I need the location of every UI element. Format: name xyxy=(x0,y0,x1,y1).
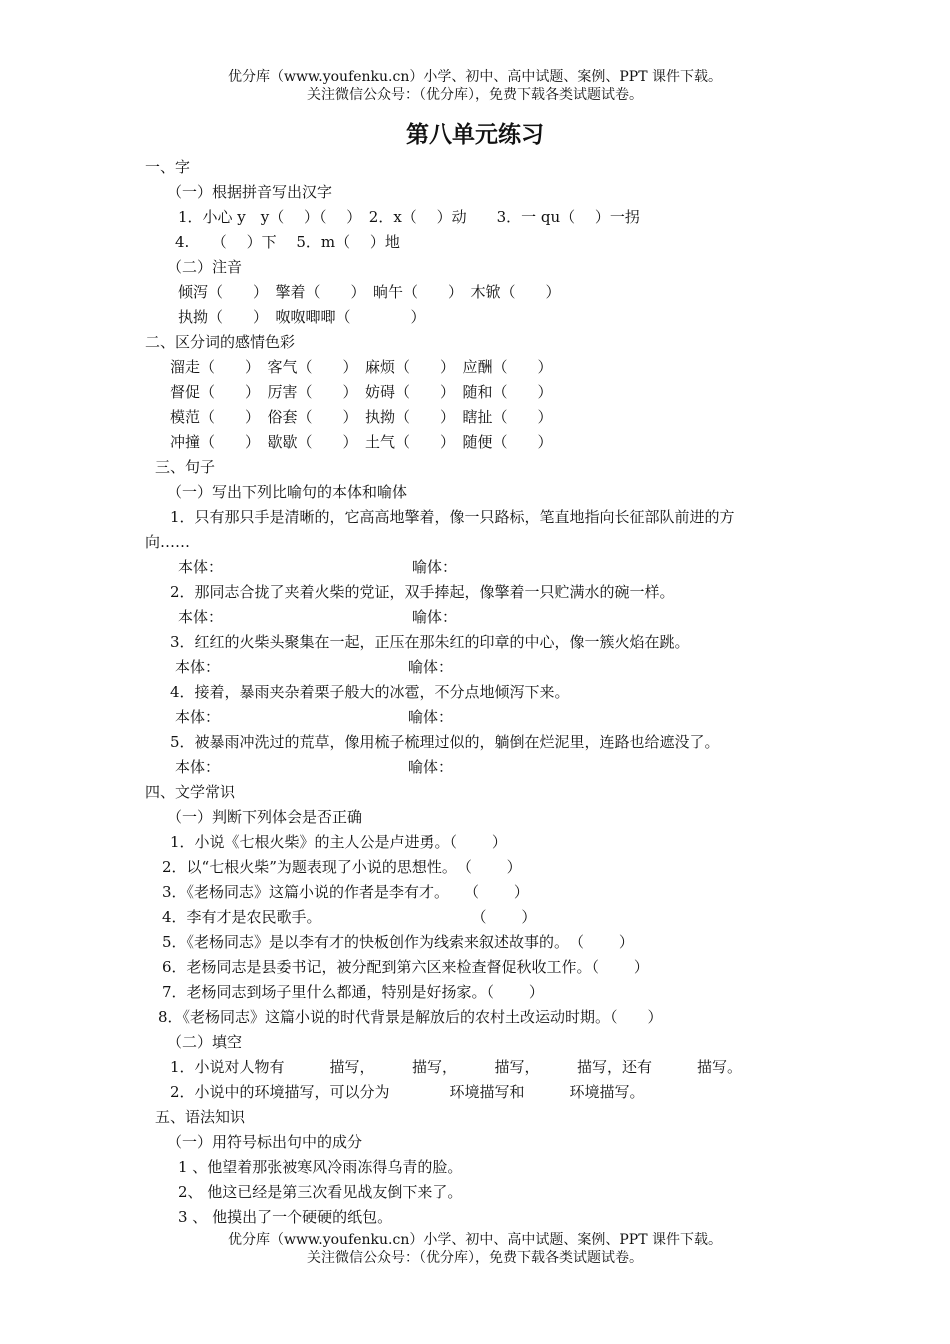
metaphor-q4: 4．接着，暴雨夹杂着栗子般大的冰雹，不分点地倾泻下来。 xyxy=(170,683,570,701)
section-3-heading: 三、句子 xyxy=(155,458,216,476)
section-2-heading: 二、区分词的感情色彩 xyxy=(145,333,296,351)
footer-line-2: 关注微信公众号：（优分库），免费下载各类试题试卷。 xyxy=(307,1250,643,1266)
sentiment-row: 溜走（ ） 客气（ ） 麻烦（ ） 应酬（ ） xyxy=(170,358,553,376)
footer-line-1: 优分库（www.youfenku.cn）小学、初中、高中试题、案例、PPT 课件下载。 xyxy=(227,1232,722,1248)
sentiment-row: 督促（ ） 厉害（ ） 妨碍（ ） 随和（ ） xyxy=(170,383,553,401)
sentiment-row: 模范（ ） 俗套（ ） 执拗（ ） 瞎扯（ ） xyxy=(170,408,553,426)
zhuyin-row-2: 执拗（ ） 呶呶唧唧（ ） xyxy=(178,308,426,326)
page-title: 第八单元练习 xyxy=(406,122,544,148)
grammar-item: 3 、 他摸出了一个硬硬的纸包。 xyxy=(178,1208,393,1226)
vehicle-label: 喻体： xyxy=(412,608,458,626)
section-1-sub-1: （一）根据拼音写出汉字 xyxy=(167,183,333,201)
section-3-sub-1: （一）写出下列比喻句的本体和喻体 xyxy=(167,483,408,501)
vehicle-label: 喻体： xyxy=(408,658,454,676)
section-4-sub-1: （一）判断下列体会是否正确 xyxy=(167,808,363,826)
section-5-sub-1: （一）用符号标出句中的成分 xyxy=(167,1133,363,1151)
section-1-heading: 一、字 xyxy=(145,158,191,176)
metaphor-q3: 3．红红的火柴头聚集在一起，正压在那朱红的印章的中心，像一簇火焰在跳。 xyxy=(170,633,690,651)
vehicle-label: 喻体： xyxy=(408,758,454,776)
judge-item: 3．《老杨同志》这篇小说的作者是李有才。 （ ） xyxy=(162,883,529,901)
metaphor-q1-line-2: 向…… xyxy=(145,533,191,551)
metaphor-q2: 2．那同志合拢了夹着火柴的党证，双手捧起，像擎着一只贮满水的碗一样。 xyxy=(170,583,675,601)
metaphor-q1-line-1: 1．只有那只手是清晰的，它高高地擎着，像一只路标，笔直地指向长征部队前进的方 xyxy=(170,508,735,526)
section-4-heading: 四、文学常识 xyxy=(145,783,236,801)
header-line-2: 关注微信公众号：（优分库），免费下载各类试题试卷。 xyxy=(307,87,643,103)
tenor-label: 本体： xyxy=(178,608,224,626)
section-5-heading: 五、语法知识 xyxy=(155,1108,246,1126)
tenor-label: 本体： xyxy=(175,658,221,676)
grammar-item: 2、 他这已经是第三次看见战友倒下来了。 xyxy=(178,1183,463,1201)
zhuyin-row-1: 倾泻（ ） 擎着（ ） 晌午（ ） 木锨（ ） xyxy=(178,283,561,301)
judge-item: 8．《老杨同志》这篇小说的时代背景是解放后的农村土改运动时期。（ ） xyxy=(158,1008,663,1026)
header-line-1: 优分库（www.youfenku.cn）小学、初中、高中试题、案例、PPT 课件下载。 xyxy=(227,69,722,85)
judge-item: 5．《老杨同志》是以李有才的快板创作为线索来叙述故事的。 （ ） xyxy=(162,933,634,951)
judge-item: 1．小说《七根火柴》的主人公是卢进勇。（ ） xyxy=(170,833,507,851)
metaphor-q5: 5．被暴雨冲洗过的荒草，像用梳子梳理过似的，躺倒在烂泥里，连路也给遮没了。 xyxy=(170,733,720,751)
vehicle-label: 喻体： xyxy=(412,558,458,576)
tenor-label: 本体： xyxy=(178,558,224,576)
vehicle-label: 喻体： xyxy=(408,708,454,726)
judge-item: 7．老杨同志到场子里什么都通，特别是好扬家。（ ） xyxy=(162,983,544,1001)
section-1-sub-2: （二）注音 xyxy=(167,258,243,276)
judge-item: 6．老杨同志是县委书记，被分配到第六区来检查督促秋收工作。（ ） xyxy=(162,958,649,976)
judge-item: 2．以“七根火柴”为题表现了小说的思想性。 （ ） xyxy=(162,858,522,876)
fill-item-1: 1．小说对人物有 描写， 描写， 描写， 描写，还有 描写。 xyxy=(170,1058,743,1076)
judge-item: 4．李有才是农民歌手。 （ ） xyxy=(162,908,537,926)
fill-item-2: 2．小说中的环境描写，可以分为 环境描写和 环境描写。 xyxy=(170,1083,645,1101)
pinyin-row-2: 4. （ ）下 5．m（ ）地 xyxy=(175,233,400,251)
tenor-label: 本体： xyxy=(175,708,221,726)
pinyin-row-1: 1．小心 y y（ ）（ ） 2．x（ ）动 3．一 qu（ ）一拐 xyxy=(178,208,640,226)
grammar-item: 1 、他望着那张被寒风冷雨冻得乌青的脸。 xyxy=(178,1158,463,1176)
sentiment-row: 冲撞（ ） 歇歇（ ） 土气（ ） 随便（ ） xyxy=(170,433,553,451)
section-4-sub-2: （二）填空 xyxy=(167,1033,243,1051)
tenor-label: 本体： xyxy=(175,758,221,776)
